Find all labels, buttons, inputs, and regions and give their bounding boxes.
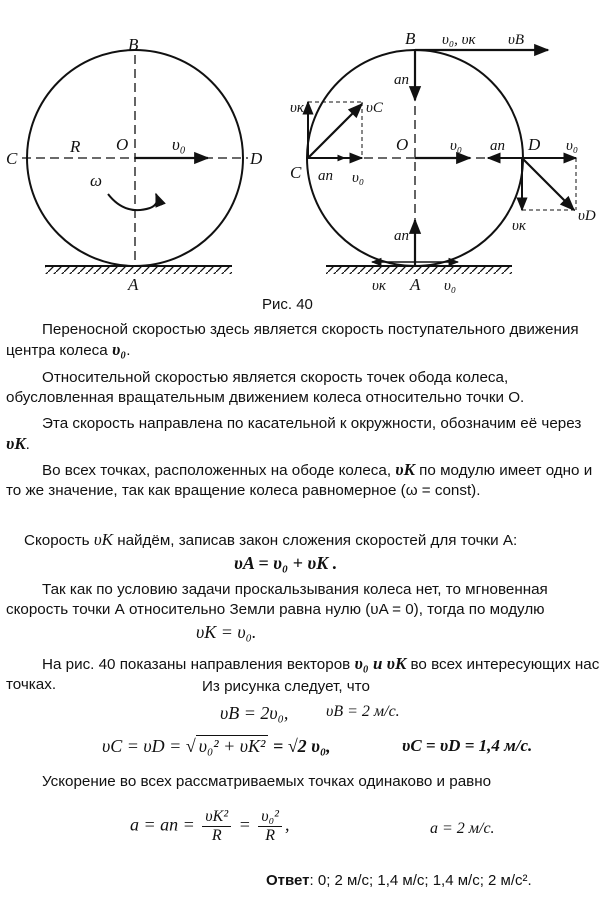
label-R-left: R xyxy=(70,137,81,156)
paragraph-4 xyxy=(6,460,600,501)
label-vC: υC xyxy=(366,100,383,116)
label-B-left: B xyxy=(128,35,139,54)
p1-end: . xyxy=(126,342,131,359)
p3-text: Эта скорость направлена по касательной к окружности, обозначим её через xyxy=(42,415,582,432)
p7-text: На рис. 40 показаны направления векторов xyxy=(42,656,355,673)
paragraph-3 xyxy=(6,414,600,455)
omega-arrow xyxy=(108,194,157,210)
label-vk-d: υк xyxy=(512,218,526,234)
formula-vC-vD: υC = υD = √ υ₀² + υK² = √2 υ₀, xyxy=(102,736,331,756)
paragraph-8: Ускорение во всех рассматриваемых точках одинаково и равно xyxy=(42,773,492,790)
answer-label: Ответ xyxy=(266,872,310,889)
p3-end: . xyxy=(25,436,30,453)
frac-1-den: R xyxy=(211,827,222,844)
label-omega-left: ω xyxy=(90,171,103,190)
formula-vB-value xyxy=(326,703,400,721)
label-vk-a: υк xyxy=(372,278,386,294)
formula-sqrt: υ₀² + υK² xyxy=(196,735,269,756)
label-an-d: an xyxy=(490,138,505,154)
paragraph-6: Так как по условию задачи проскальзывания колеса нет, то мгновенная скорость точки А относительно Земли равна нулю (υA = 0), тогда по модулю xyxy=(6,581,548,618)
formula-acceleration xyxy=(130,808,289,845)
formula-vB-value-text: υB = 2 м/с. xyxy=(326,703,400,720)
right-wheel-diagram xyxy=(290,29,596,294)
frac-2 xyxy=(258,808,282,845)
label-D-right: D xyxy=(528,135,541,154)
label-A-left: A xyxy=(128,275,139,294)
vD-arrow xyxy=(522,158,574,210)
left-ground-hatch xyxy=(45,266,232,274)
formula-vB xyxy=(220,703,288,724)
formula-velocity-sum xyxy=(234,553,337,574)
p4-symbol: υK xyxy=(395,460,415,479)
p5-symbol: υK xyxy=(93,530,113,549)
label-v0-d: υ₀ xyxy=(566,138,579,154)
label-C-left: C xyxy=(6,149,18,168)
formula-a-end: , xyxy=(284,814,290,835)
label-vB: υB xyxy=(508,32,525,48)
label-B-right: B xyxy=(405,29,416,48)
p4-end: по модулю имеет одно и то же значение, так как вращение колеса равномерное (ω = const). xyxy=(6,462,593,499)
formula-vB-symbolic: υB = 2υ₀, xyxy=(220,703,289,723)
label-v0-left: υ₀ xyxy=(172,135,186,154)
label-an-c: an xyxy=(318,168,333,184)
p7-end: во всех интересующих нас точках. xyxy=(6,656,600,693)
label-vD: υD xyxy=(578,208,596,224)
frac-1 xyxy=(202,808,231,845)
answer-line xyxy=(266,872,532,889)
formula-a-value xyxy=(430,820,495,838)
formula-velocity-sum-text: υA = υ₀ + υK . xyxy=(234,553,338,573)
paragraph-7-followup: Из рисунка следует, что xyxy=(202,678,370,695)
p3-symbol: υK xyxy=(6,434,26,453)
paragraph-5 xyxy=(24,530,600,551)
label-v0-mid: υ₀ xyxy=(450,138,463,154)
p1-symbol: υ₀ xyxy=(111,340,127,359)
label-v0-a: υ₀ xyxy=(444,278,457,294)
figure-caption: Рис. 40 xyxy=(262,296,313,313)
answer-text: : 0; 2 м/с; 1,4 м/с; 1,4 м/с; 2 м/с². xyxy=(309,872,532,889)
formula-vC-vD-lhs: υC = υD = xyxy=(102,736,186,756)
label-D-left: D xyxy=(250,149,263,168)
label-A-right: A xyxy=(410,275,421,294)
figure-40 xyxy=(0,0,603,300)
frac-1-num: υK² xyxy=(202,808,231,827)
p4-text: Во всех точках, расположенных на ободе колеса, xyxy=(42,462,396,479)
label-v0-vk-top: υ₀, υк xyxy=(442,32,476,48)
vC-arrow xyxy=(308,104,362,158)
label-vk-c: υк xyxy=(290,100,304,116)
frac-2-den: R xyxy=(265,827,275,844)
right-ground-hatch xyxy=(326,266,512,274)
formula-a-eq: = xyxy=(234,814,256,835)
label-an-top: an xyxy=(394,72,409,88)
label-an-bottom: an xyxy=(394,228,409,244)
paragraph-2: Относительной скоростью является скорость точек обода колеса, обусловленная вращательным движением колеса относительно точки О. xyxy=(6,369,525,406)
paragraph-1 xyxy=(6,320,600,361)
formula-a-value-text: a = 2 м/с. xyxy=(430,820,495,837)
frac-2-num: υ₀² xyxy=(258,808,282,827)
label-O-right: O xyxy=(396,135,409,154)
formula-vC-vD-value-text: υC = υD = 1,4 м/с. xyxy=(402,736,533,755)
formula-vk-equals-v0: υK = υ₀. xyxy=(196,622,257,642)
p5-text: Скорость xyxy=(24,532,94,549)
formula-sqrt2: = √2 υ₀, xyxy=(268,736,331,756)
formula-a-lhs: a = an = xyxy=(130,814,200,835)
formula-vC-vD-value xyxy=(402,736,532,756)
label-v0-c: υ₀ xyxy=(352,170,365,186)
p5-end: найдём, записав закон сложения скоростей для точки А: xyxy=(112,532,518,549)
p7-symbol: υ₀ и υK xyxy=(354,654,407,673)
p1-text: Переносной скоростью здесь является скорость поступательного движения центра колеса xyxy=(6,321,579,359)
label-O-left: O xyxy=(116,135,129,154)
label-C-right: C xyxy=(290,163,302,182)
left-wheel-diagram xyxy=(6,35,263,294)
